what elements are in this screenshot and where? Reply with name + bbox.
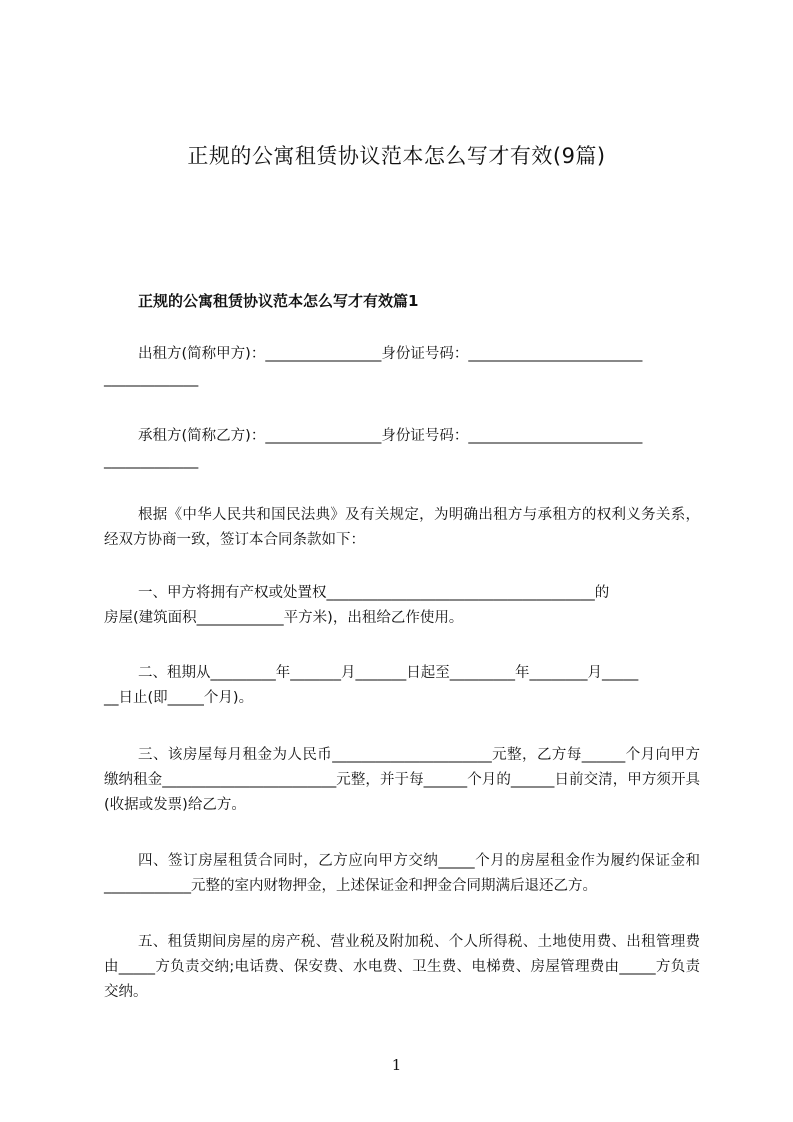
lessor-line-2: _____________ (104, 371, 199, 387)
lessor-paragraph (104, 342, 700, 392)
lessee-line-2: _____________ (104, 453, 199, 469)
clause-2-paragraph (104, 661, 700, 711)
section-heading: 正规的公寓租赁协议范本怎么写才有效篇1 (138, 292, 419, 310)
clause-2-line-2: __日止(即_____个月)。 (104, 690, 254, 706)
clause-2-line-1: 二、租期从_________年_______月_______日起至_________年________月_____ (138, 665, 639, 681)
clause-1-paragraph (104, 581, 700, 631)
lessee-line-1: 承租方(简称乙方)：________________身份证号码：________________________ (138, 428, 643, 444)
clause-5-paragraph: 五、租赁期间房屋的房产税、营业税及附加税、个人所得税、土地使用费、出租管理费由_____方负责交纳;电话费、保安费、水电费、卫生费、电梯费、房屋管理费由_____方负责交纳。 (104, 934, 700, 1000)
clause-3-paragraph: 三、该房屋每月租金为人民币______________________元整，乙方每______个月向甲方缴纳租金________________________元整，并于每______个月的______日前交清，甲方须开具(收据或发票)给乙方。 (104, 747, 700, 813)
clause-1-line-2: 房屋(建筑面积____________平方米)，出租给乙作使用。 (104, 610, 464, 626)
page-number: 1 (391, 1056, 402, 1074)
lessor-line-1: 出租方(简称甲方)：________________身份证号码：________________________ (138, 346, 643, 362)
intro-paragraph: 根据《中华人民共和国民法典》及有关规定，为明确出租方与承租方的权利义务关系，经双方协商一致，签订本合同条款如下： (104, 507, 700, 548)
clause-4-paragraph: 四、签订房屋租赁合同时，乙方应向甲方交纳_____个月的房屋租金作为履约保证金和____________元整的室内财物押金，上述保证金和押金合同期满后退还乙方。 (104, 853, 700, 894)
clause-1-line-1: 一、甲方将拥有产权或处置权_____________________________________的 (138, 585, 610, 601)
lessee-paragraph (104, 424, 700, 474)
document-title: 正规的公寓租赁协议范本怎么写才有效(9篇) (187, 144, 606, 168)
